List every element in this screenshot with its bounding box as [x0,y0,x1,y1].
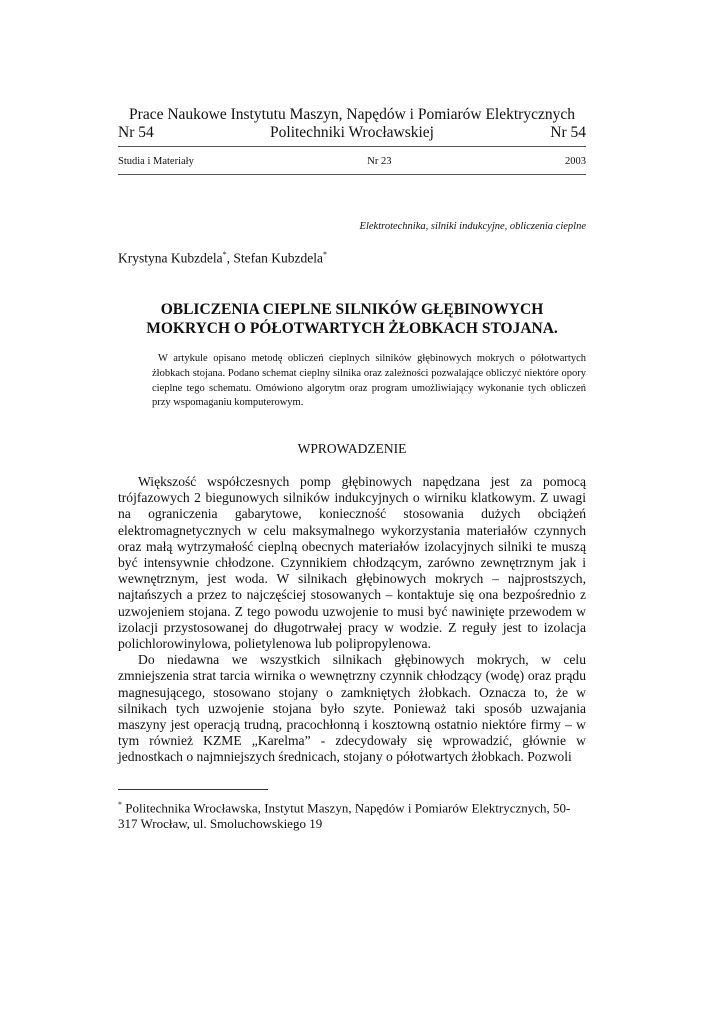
footnote-mark: * [118,800,122,809]
subheader-row [118,156,586,167]
issue-number-left: Nr 54 [118,124,154,141]
author-2: Stefan Kubzdela [233,250,323,266]
issue-number-right: Nr 54 [550,124,586,141]
author-1: Krystyna Kubzdela [118,250,223,266]
author-1-footnote-mark: * [222,250,227,259]
footnote [118,797,586,832]
journal-title-line2: Politechniki Wrocławskiej [270,124,434,141]
series-name: Studia i Materiały [118,156,194,167]
footnote-rule [118,789,268,790]
section-heading: WPROWADZENIE [297,441,407,456]
paragraph: Do niedawna we wszystkich silnikach głębinowych mokrych, w celu zmniejszenia strat tarcia wirnika o wewnętrzny czynnik chłodzący (wodę) oraz prądu magnesującego, stosowano stojany o zamkniętych żłobkach. Oznacza to, że w silnikach tych uzwojenie stojana było szyte. Ponieważ taki sposób uzwajania maszyny jest operacją trudną, pracochłonną i kosztowną ostatnio niektóre firmy – w tym również KZME „Karelma” - zdecydowały się wprowadzić, głównie w jednostkach o najmniejszych średnicach, stojany o półotwartych żłobkach. Pozwoli [118,652,586,765]
footnote-text: Politechnika Wrocławska, Instytut Maszyn, Napędów i Pomiarów Elektrycznych, 50-317 Wrocław, ul. Smoluchowskiego 19 [118,800,571,832]
author-separator: , [226,250,234,266]
authors [118,250,327,267]
paragraph: Większość współczesnych pomp głębinowych napędzana jest za pomocą trójfazowych 2 biegunowych silników indukcyjnych o wirniku klatkowym. Z uwagi na ograniczenia gabarytowe, konieczność stosowania dużych obciążeń elektromagnetycznych w celu maksymalnego wykorzystania materiałów czynnych oraz małą wytrzymałość cieplną obecnych materiałów izolacyjnych silniki te muszą być intensywnie chłodzone. Czynnikiem chłodzącym, zarówno zewnętrznym jak i wewnętrznym, jest woda. W silnikach głębinowych mokrych – najprostszych, najtańszych a przez to najczęściej stosowanych – kontaktuje się ona bezpośrednio z uzwojeniem stojana. Z tego powodu uzwojenie to musi być nawinięte przewodem w izolacji przystosowanej do długotrwałej pracy w wodzie. Z reguły jest to izolacja polichlorowinylowa, polietylenowa lub polipropylenowa. [118,474,586,652]
journal-title-line2-row [118,124,586,142]
paper-title-line1: OBLICZENIA CIEPLNE SILNIKÓW GŁĘBINOWYCH [160,301,544,318]
journal-title-line1: Prace Naukowe Instytutu Maszyn, Napędów i Pomiarów Elektrycznych [129,106,575,123]
header-rule-bottom [118,174,586,175]
author-2-footnote-mark: * [322,250,327,259]
body-text [118,474,586,766]
paper-title-line2: MOKRYCH O PÓŁOTWARTYCH ŻŁOBKACH STOJANA. [146,320,558,337]
publication-year: 2003 [564,156,586,167]
keywords: Elektrotechnika, silniki indukcyjne, obliczenia cieplne [359,221,586,232]
paper-title [118,300,586,338]
abstract: W artykule opisano metodę obliczeń cieplnych silników głębinowych mokrych o półotwartych żłobkach stojana. Podano schemat cieplny silnika oraz zależności pozwalające obliczyć niektóre opory cieplne tego schematu. Omówiono algorytm oraz program umożliwiający wykonanie tych obliczeń przy wspomaganiu komputerowym. [152,353,586,409]
header-rule-top [118,146,586,147]
series-number: Nr 23 [367,156,392,167]
